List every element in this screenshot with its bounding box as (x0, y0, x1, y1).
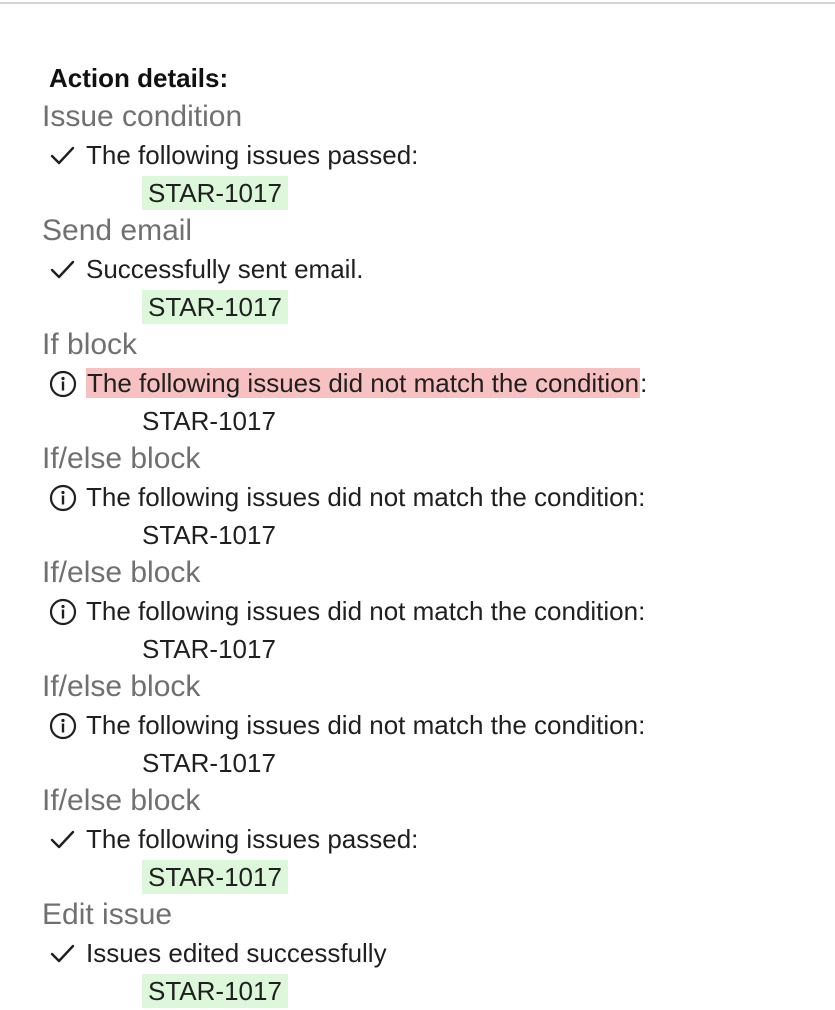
section-title: If/else block (42, 670, 201, 703)
audit-section-if-else-block (42, 440, 822, 554)
section-title: Issue condition (42, 100, 243, 133)
result-message (42, 250, 822, 288)
info-icon (48, 712, 78, 740)
error-highlight-text: The following issues did not match the condition (87, 368, 640, 398)
panel-title: Action details: (49, 63, 229, 93)
section-title: If/else block (42, 556, 201, 589)
issue-row (42, 402, 822, 440)
result-text: The following issues passed: (86, 824, 419, 854)
issue-key-link[interactable]: STAR-1017 (142, 974, 288, 1008)
result-text-suffix: : (640, 368, 648, 398)
result-text: Successfully sent email. (86, 254, 364, 284)
issue-key-link[interactable]: STAR-1017 (142, 406, 276, 436)
issue-key-link[interactable]: STAR-1017 (142, 176, 288, 210)
result-text: Issues edited successfully (86, 938, 387, 968)
section-title: If/else block (42, 784, 201, 817)
issue-row (42, 174, 822, 212)
top-divider (0, 0, 835, 4)
result-text (86, 364, 647, 402)
result-message (42, 820, 822, 858)
info-icon (48, 484, 78, 512)
result-message (42, 364, 822, 402)
result-text: The following issues passed: (86, 140, 419, 170)
result-message (42, 136, 822, 174)
result-message (42, 706, 822, 744)
result-message (42, 592, 822, 630)
info-icon (48, 598, 78, 626)
issue-row (42, 744, 822, 782)
section-title: Edit issue (42, 898, 173, 931)
audit-section-send-email (42, 212, 822, 326)
audit-section-if-else-block (42, 782, 822, 896)
result-message (42, 934, 822, 972)
issue-key-link[interactable]: STAR-1017 (142, 860, 288, 894)
issue-row (42, 516, 822, 554)
issue-row (42, 972, 822, 1010)
result-text: The following issues did not match the condition: (86, 710, 646, 740)
issue-key-link[interactable]: STAR-1017 (142, 748, 276, 778)
issue-row (42, 288, 822, 326)
check-icon (48, 142, 78, 170)
issue-key-link[interactable]: STAR-1017 (142, 634, 276, 664)
audit-section-issue-condition (42, 98, 822, 212)
check-icon (48, 940, 78, 968)
section-title: Send email (42, 214, 193, 247)
issue-row (42, 858, 822, 896)
issue-key-link[interactable]: STAR-1017 (142, 290, 288, 324)
audit-section-if-else-block (42, 668, 822, 782)
issue-key-link[interactable]: STAR-1017 (142, 520, 276, 550)
result-text: The following issues did not match the condition: (86, 596, 646, 626)
action-details-panel (42, 58, 822, 1010)
section-title: If block (42, 328, 138, 361)
audit-section-edit-issue (42, 896, 822, 1010)
audit-section-if-block (42, 326, 822, 440)
issue-row (42, 630, 822, 668)
check-icon (48, 826, 78, 854)
section-title: If/else block (42, 442, 201, 475)
info-icon (48, 370, 78, 398)
check-icon (48, 256, 78, 284)
audit-section-if-else-block (42, 554, 822, 668)
result-message (42, 478, 822, 516)
result-text: The following issues did not match the condition: (86, 482, 646, 512)
